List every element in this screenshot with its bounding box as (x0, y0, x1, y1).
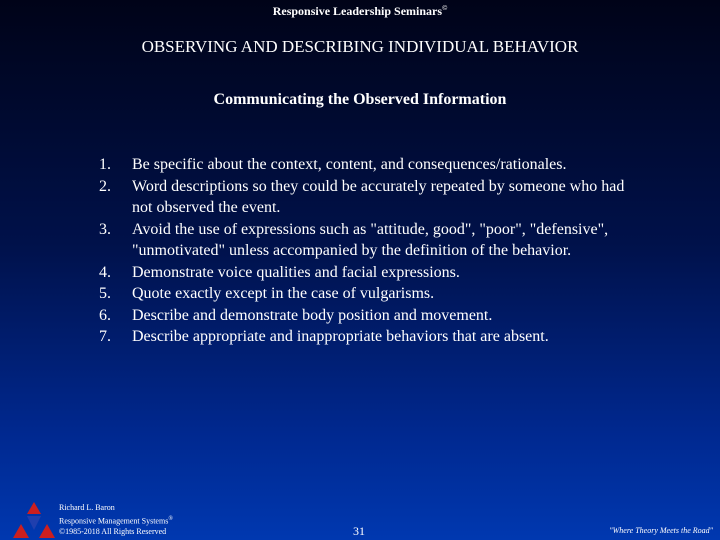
copyright-mark: © (59, 526, 66, 536)
item-number: 1. (99, 156, 111, 173)
list-item (99, 154, 639, 176)
list-item (99, 176, 639, 219)
guideline-list (99, 154, 639, 348)
item-number: 5. (99, 285, 111, 302)
list-item (99, 219, 639, 262)
item-number: 3. (99, 220, 111, 238)
item-number: 7. (99, 328, 111, 345)
list-item (99, 283, 639, 305)
copyright-text: 1985-2018 All Rights Reserved (65, 526, 167, 536)
item-text: Describe and demonstrate body position and movement. (132, 306, 493, 324)
logo-top-triangle (27, 502, 41, 514)
logo-left-triangle (13, 524, 29, 538)
company-name: Responsive Management Systems (59, 516, 169, 526)
logo-center-triangle (27, 516, 41, 530)
seminar-title: Responsive Leadership Seminars (272, 4, 443, 18)
item-text: Describe appropriate and inappropriate behaviors that are absent. (132, 328, 549, 345)
slide-title: OBSERVING AND DESCRIBING INDIVIDUAL BEHAVIOR (141, 37, 579, 56)
logo-right-triangle (39, 524, 55, 538)
item-text: Avoid the use of expressions such as "attitude, good", "poor", "defensive", "unmotivated" unless accompanied by the definition of the behavior. (132, 220, 609, 259)
company-logo (11, 500, 57, 540)
list-item (99, 262, 639, 284)
list-item (99, 305, 639, 327)
company-mark: ® (168, 515, 173, 522)
item-text: Demonstrate voice qualities and facial expressions. (132, 263, 460, 281)
tagline: "Where Theory Meets the Road" (609, 526, 713, 535)
author-name: Richard L. Baron (59, 503, 115, 512)
footer-credit (59, 503, 173, 537)
slide-subtitle: Communicating the Observed Information (213, 91, 507, 108)
item-number: 2. (99, 177, 111, 195)
seminar-header (0, 4, 720, 19)
item-text: Be specific about the context, content, and consequences/rationales. (132, 156, 567, 173)
item-number: 4. (99, 263, 111, 281)
item-number: 6. (99, 306, 111, 324)
item-text: Quote exactly except in the case of vulgarisms. (132, 285, 435, 302)
list-item (99, 326, 639, 348)
page-number: 31 (353, 524, 365, 538)
registered-mark: © (442, 4, 448, 12)
item-text: Word descriptions so they could be accurately repeated by someone who had not observed the event. (132, 177, 625, 216)
